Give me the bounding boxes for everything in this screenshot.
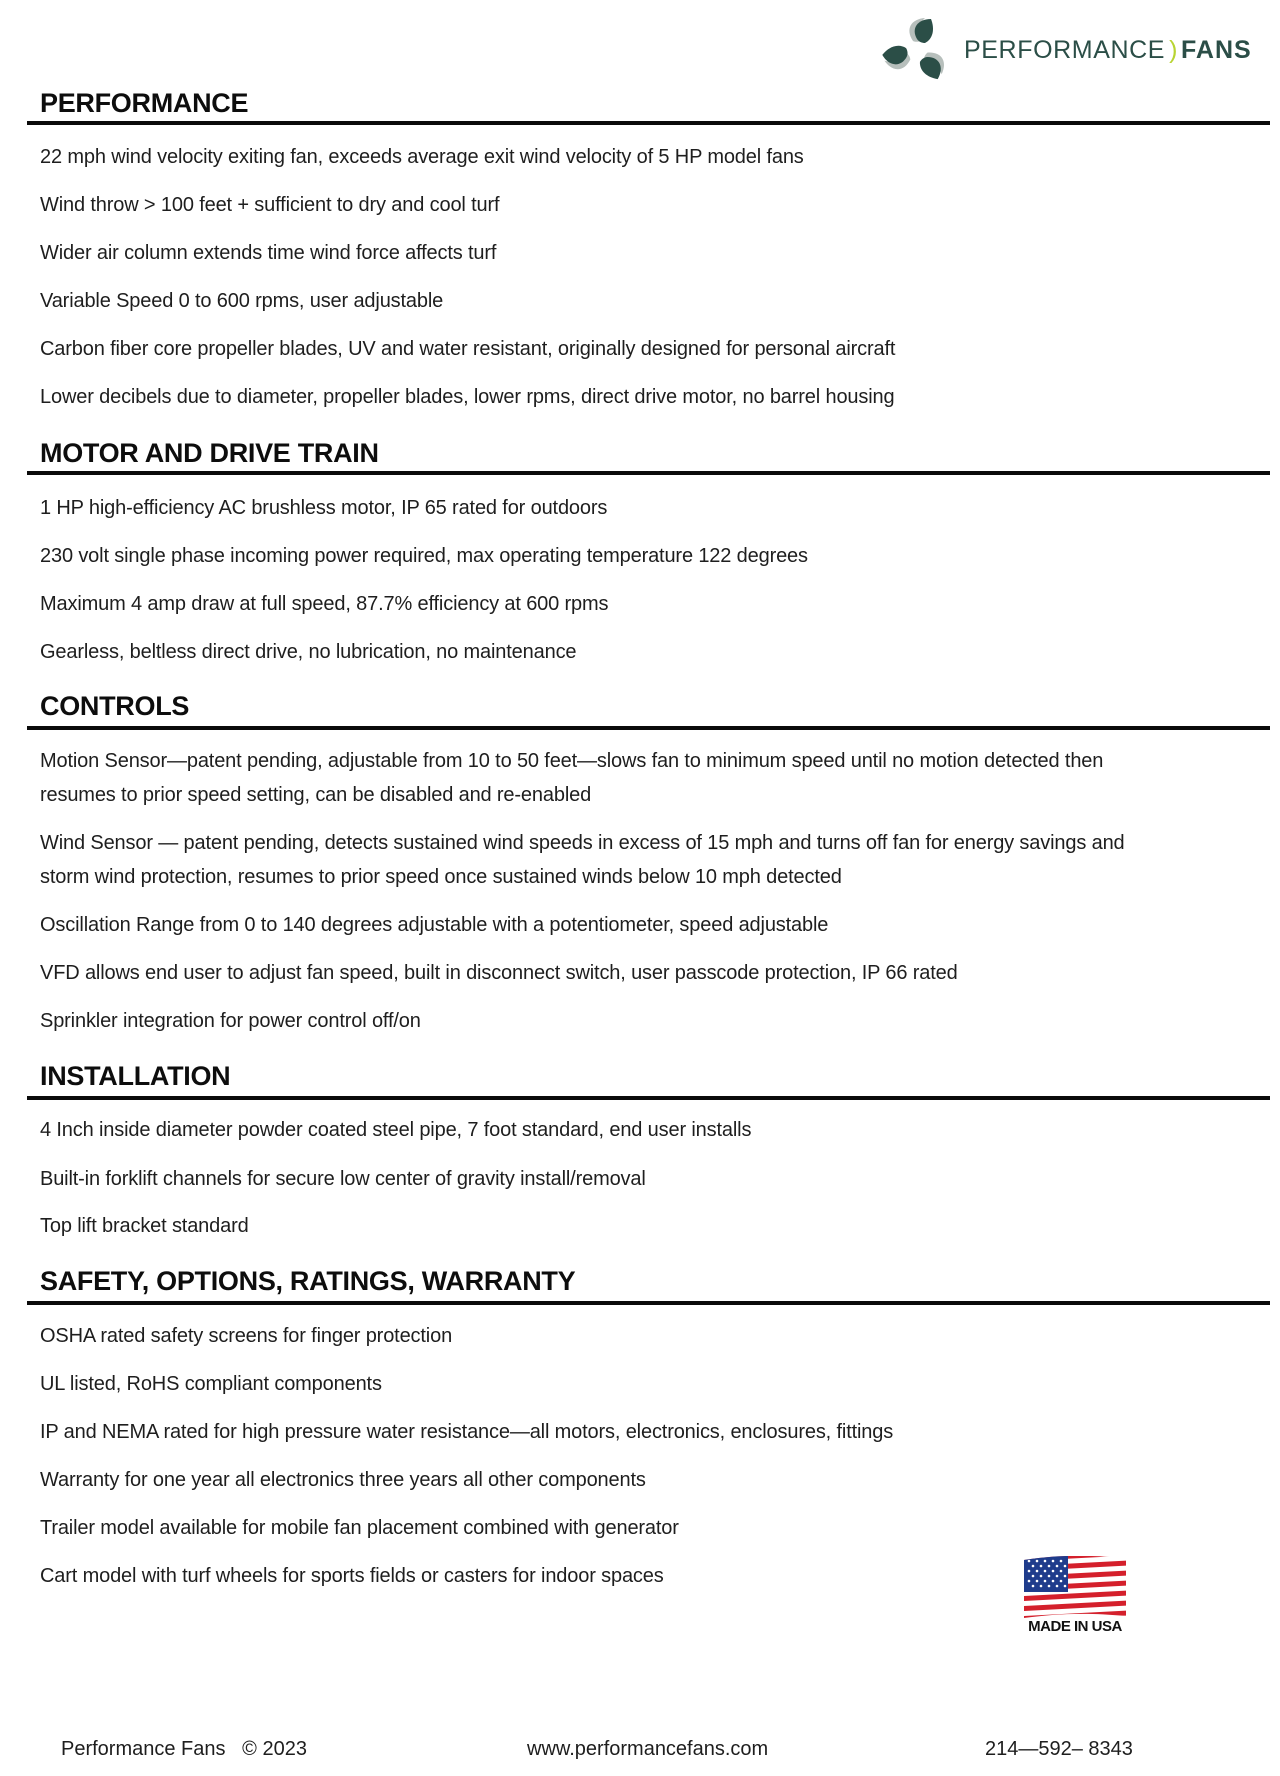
spec-item: [40, 1511, 679, 1545]
spec-item: [40, 635, 576, 669]
spec-line: Cart model with turf wheels for sports fields or casters for indoor spaces: [40, 1565, 664, 1587]
section-divider: [27, 471, 1270, 475]
spec-line: Trailer model available for mobile fan placement combined with generator: [40, 1517, 679, 1539]
spec-item: [40, 826, 1125, 894]
spec-item: [40, 1367, 382, 1401]
spec-item: [40, 1209, 249, 1243]
footer-website-link[interactable]: www.performancefans.com: [527, 1738, 769, 1760]
us-flag-icon: [1024, 1556, 1126, 1618]
made-in-usa-label: MADE IN USA: [1028, 1618, 1122, 1635]
spec-item: [40, 188, 499, 222]
spec-item: [40, 1415, 893, 1449]
spec-line: Motion Sensor—patent pending, adjustable from 10 to 50 feet—slows fan to minimum speed until no motion detected then: [40, 750, 1104, 772]
spec-item: [40, 236, 496, 270]
spec-line: Oscillation Range from 0 to 140 degrees adjustable with a potentiometer, speed adjustable: [40, 914, 829, 936]
section-title-performance: PERFORMANCE: [40, 88, 249, 118]
spec-line: Carbon fiber core propeller blades, UV and water resistant, originally designed for personal aircraft: [40, 338, 896, 360]
spec-line: storm wind protection, resumes to prior speed once sustained winds below 10 mph detected: [40, 866, 842, 888]
spec-line: Wider air column extends time wind force affects turf: [40, 242, 497, 264]
spec-line: 22 mph wind velocity exiting fan, exceeds average exit wind velocity of 5 HP model fans: [40, 146, 804, 168]
spec-item: [40, 284, 443, 318]
spec-line: Wind throw > 100 feet + sufficient to dry and cool turf: [40, 194, 500, 216]
spec-item: [40, 140, 804, 174]
section-divider: [27, 121, 1270, 125]
spec-item: [40, 491, 607, 525]
spec-item: [40, 539, 808, 573]
section-title-safety-options-ratings-warranty: SAFETY, OPTIONS, RATINGS, WARRANTY: [40, 1266, 576, 1296]
section-divider: [27, 726, 1270, 730]
spec-item: [40, 380, 895, 414]
spec-item: [40, 1319, 452, 1353]
spec-line: 4 Inch inside diameter powder coated steel pipe, 7 foot standard, end user installs: [40, 1119, 752, 1141]
footer-phone: 214—592– 8343: [985, 1738, 1133, 1760]
spec-line: Warranty for one year all electronics three years all other components: [40, 1469, 646, 1491]
spec-item: [40, 332, 895, 366]
spec-item: [40, 1463, 646, 1497]
spec-line: VFD allows end user to adjust fan speed, built in disconnect switch, user passcode protection, IP 66 rated: [40, 962, 958, 984]
spec-item: [40, 1113, 751, 1147]
section-title-motor-and-drive-train: MOTOR AND DRIVE TRAIN: [40, 438, 379, 468]
spec-line: Lower decibels due to diameter, propeller blades, lower rpms, direct drive motor, no barrel housing: [40, 386, 895, 408]
brand-logo: [880, 14, 1260, 90]
section-divider: [27, 1301, 1270, 1305]
spec-item: [40, 908, 828, 942]
made-in-usa-badge: [1022, 1556, 1128, 1638]
brand-word-fans: FANS: [1181, 36, 1252, 64]
footer-company: Performance Fans © 2023: [61, 1738, 307, 1760]
section-title-installation: INSTALLATION: [40, 1061, 231, 1091]
spec-line: Top lift bracket standard: [40, 1215, 249, 1237]
spec-line: Maximum 4 amp draw at full speed, 87.7% efficiency at 600 rpms: [40, 593, 609, 615]
spec-item: [40, 587, 608, 621]
spec-item: [40, 744, 1103, 812]
spec-line: Wind Sensor — patent pending, detects sustained wind speeds in excess of 15 mph and turns off fan for energy savings and: [40, 832, 1125, 854]
brand-paren-accent: ): [1169, 36, 1178, 64]
spec-line: Built-in forklift channels for secure low center of gravity install/removal: [40, 1168, 646, 1190]
fan-blades-icon: [882, 16, 952, 86]
section-title-controls: CONTROLS: [40, 691, 190, 721]
spec-item: [40, 1559, 664, 1593]
spec-line: resumes to prior speed setting, can be disabled and re-enabled: [40, 784, 592, 806]
spec-line: UL listed, RoHS compliant components: [40, 1373, 382, 1395]
spec-line: Gearless, beltless direct drive, no lubrication, no maintenance: [40, 641, 577, 663]
brand-wordmark: [964, 33, 1252, 67]
spec-item: [40, 1162, 646, 1196]
spec-line: Variable Speed 0 to 600 rpms, user adjustable: [40, 290, 444, 312]
spec-line: OSHA rated safety screens for finger protection: [40, 1325, 453, 1347]
section-divider: [27, 1096, 1270, 1100]
spec-line: Sprinkler integration for power control off/on: [40, 1010, 421, 1032]
spec-line: 230 volt single phase incoming power required, max operating temperature 122 degrees: [40, 545, 808, 567]
brand-word-performance: PERFORMANCE: [964, 36, 1166, 64]
spec-item: [40, 1004, 421, 1038]
spec-line: 1 HP high-efficiency AC brushless motor, IP 65 rated for outdoors: [40, 497, 608, 519]
spec-line: IP and NEMA rated for high pressure water resistance—all motors, electronics, enclosures, fittings: [40, 1421, 894, 1443]
spec-item: [40, 956, 958, 990]
